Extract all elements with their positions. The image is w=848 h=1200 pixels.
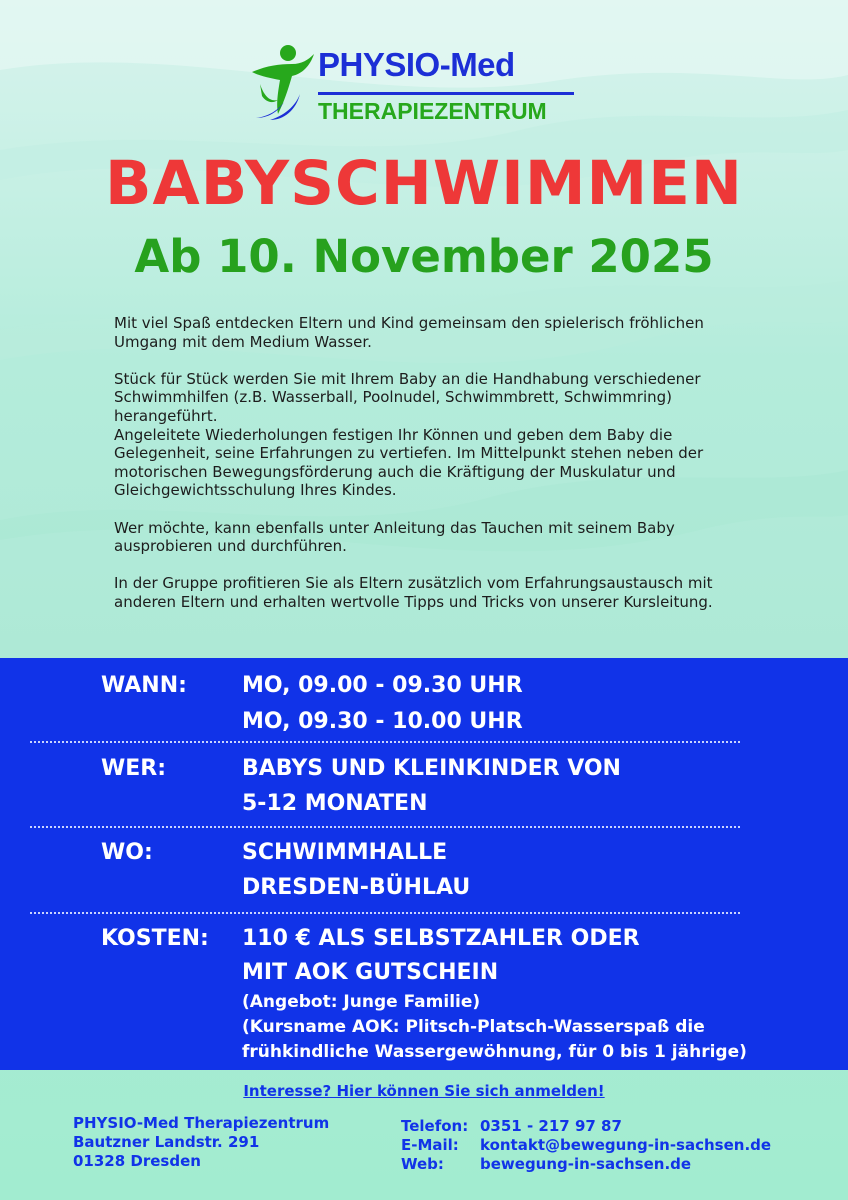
description-paragraph-2: Stück für Stück werden Sie mit Ihrem Baby an die Handhabung verschiedener Schwimmhilfen (z.B. Wasserball, Poolnudel, Schwimmbrett, Schwimmring) herangeführt. bbox=[114, 369, 701, 425]
wo-label: WO: bbox=[101, 840, 153, 865]
wann-time-2: MO, 09.30 - 10.00 UHR bbox=[242, 709, 523, 734]
kosten-note-1: (Angebot: Junge Familie) bbox=[242, 992, 481, 1012]
logo-rule bbox=[318, 92, 574, 95]
web-label: Web: bbox=[401, 1155, 444, 1173]
address-line-2: Bautzner Landstr. 291 bbox=[73, 1133, 260, 1151]
wer-line-2: 5-12 MONATEN bbox=[242, 791, 428, 816]
description-paragraph-4: Wer möchte, kann ebenfalls unter Anleitung das Tauchen mit seinem Baby ausprobieren und durchführen. bbox=[114, 518, 675, 556]
kosten-note-2: (Kursname AOK: Plitsch-Platsch-Wasserspaß die bbox=[242, 1017, 705, 1037]
divider bbox=[30, 741, 740, 743]
wann-time-1: MO, 09.00 - 09.30 UHR bbox=[242, 673, 523, 698]
logo-name: PHYSIO-Med bbox=[318, 46, 515, 83]
description bbox=[114, 314, 764, 612]
wo-line-2: DRESDEN-BÜHLAU bbox=[242, 875, 471, 900]
page-title: BABYSCHWIMMEN bbox=[105, 148, 743, 219]
wann-label: WANN: bbox=[101, 673, 187, 698]
kosten-line-1: 110 € ALS SELBSTZAHLER ODER bbox=[242, 926, 640, 951]
logo bbox=[248, 44, 588, 126]
divider bbox=[30, 826, 740, 828]
address-line-3: 01328 Dresden bbox=[73, 1152, 201, 1170]
description-paragraph-5: In der Gruppe profitieren Sie als Eltern zusätzlich vom Erfahrungsaustausch mit anderen Eltern und erhalten wertvolle Tipps und Tricks von unserer Kursleitung. bbox=[114, 574, 713, 611]
description-paragraph-3: Angeleitete Wiederholungen festigen Ihr Können und geben dem Baby die Gelegenheit, seine Erfahrungen zu vertiefen. Im Mittelpunkt stehen neben der motorischen Bewegungsförderung auch die Kräftigung der Muskulatur und Gleichgewichtsschulung Ihres Kindes. bbox=[114, 425, 704, 500]
start-date: Ab 10. November 2025 bbox=[134, 230, 714, 283]
kosten-note-3: frühkindliche Wassergewöhnung, für 0 bis 1 jährige) bbox=[242, 1042, 747, 1062]
email-address[interactable]: kontakt@bewegung-in-sachsen.de bbox=[480, 1136, 772, 1154]
phone-label: Telefon: bbox=[401, 1117, 469, 1135]
running-figure-icon bbox=[248, 44, 316, 122]
phone-number[interactable]: 0351 - 217 97 87 bbox=[480, 1117, 622, 1135]
kosten-label: KOSTEN: bbox=[101, 926, 209, 951]
course-info-panel bbox=[0, 658, 848, 1070]
wo-line-1: SCHWIMMHALLE bbox=[242, 840, 448, 865]
divider bbox=[30, 912, 740, 914]
signup-link[interactable]: Interesse? Hier können Sie sich anmelden! bbox=[243, 1082, 605, 1100]
kosten-line-2: MIT AOK GUTSCHEIN bbox=[242, 960, 499, 985]
wer-label: WER: bbox=[101, 756, 167, 781]
description-paragraph-1: Mit viel Spaß entdecken Eltern und Kind gemeinsam den spielerisch fröhlichen Umgang mit dem Medium Wasser. bbox=[114, 314, 704, 351]
address-block bbox=[73, 1114, 329, 1171]
wer-line-1: BABYS UND KLEINKINDER VON bbox=[242, 756, 621, 781]
web-address[interactable]: bewegung-in-sachsen.de bbox=[480, 1155, 692, 1173]
logo-subtitle: THERAPIEZENTRUM bbox=[318, 98, 547, 124]
email-label: E-Mail: bbox=[401, 1136, 459, 1154]
address-line-1: PHYSIO-Med Therapiezentrum bbox=[73, 1114, 330, 1132]
